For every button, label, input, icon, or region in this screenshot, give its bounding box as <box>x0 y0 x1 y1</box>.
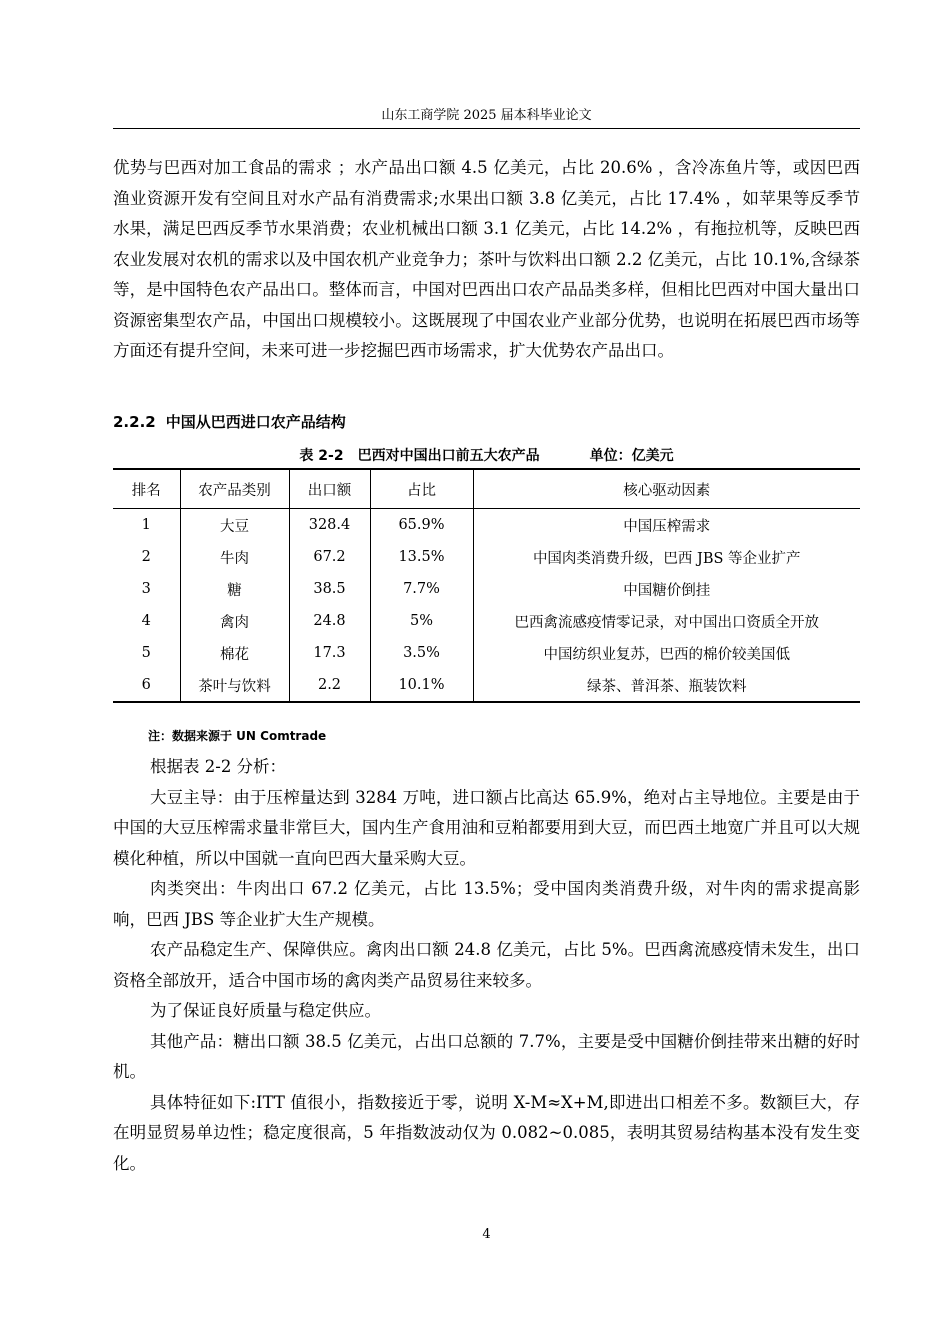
page-number: 4 <box>482 1227 491 1242</box>
analysis-beef: 肉类突出：牛肉出口 67.2 亿美元，占比 13.5%；受中国肉类消费升级，对牛肉的需求提高影响，巴西 JBS 等企业扩大生产规模。 <box>113 879 860 929</box>
cell-share: 3.5% <box>370 637 473 669</box>
analysis-poultry: 农产品稳定生产、保障供应。禽肉出口额 24.8 亿美元，占比 5%。巴西禽流感疫情未发生，出口资格全部放开，适合中国市场的禽肉类产品贸易往来较多。 <box>113 940 860 990</box>
cell-export-value: 38.5 <box>289 573 370 605</box>
table-caption-text: 表 2-2 巴西对中国出口前五大农产品 <box>299 448 540 464</box>
cell-driver: 中国糖价倒挂 <box>473 573 860 605</box>
cell-category: 禽肉 <box>180 605 289 637</box>
table-row <box>113 637 860 669</box>
cell-driver: 绿茶、普洱茶、瓶装饮料 <box>473 669 860 702</box>
table-row <box>113 605 860 637</box>
cell-rank: 5 <box>113 637 180 669</box>
cell-category: 茶叶与饮料 <box>180 669 289 702</box>
table-header-row <box>113 469 860 509</box>
analysis-itt: 具体特征如下:ITT 值很小，指数接近于零，说明 X-M≈X+M,即进出口相差不多。数额巨大，存在明显贸易单边性；稳定度很高，5 年指数波动仅为 0.082~0.085，表明其贸易结构基本没有发生变化。 <box>113 1092 860 1173</box>
header-rank: 排名 <box>113 469 180 509</box>
table-unit: 单位：亿美元 <box>589 448 674 464</box>
cell-rank: 1 <box>113 509 180 542</box>
cell-export-value: 24.8 <box>289 605 370 637</box>
cell-category: 糖 <box>180 573 289 605</box>
table-row <box>113 509 860 542</box>
cell-driver: 中国压榨需求 <box>473 509 860 542</box>
header-share: 占比 <box>370 469 473 509</box>
intro-paragraph: 优势与巴西对加工食品的需求 ；水产品出口额 4.5 亿美元，占比 20.6% ，含冷冻鱼片等，或因巴西渔业资源开发有空间且对水产品有消费需求;水果出口额 3.8 亿美元，占比 17.4% ，如苹果等反季节水果，满足巴西反季节水果消费；农业机械出口额 3.1 亿美元，占比 14.2% ，有拖拉机等，反映巴西农业发展对农机的需求以及中国农机产业竞争力；茶叶与饮料出口额 2.2 亿美元，占比 10.1%,含绿茶等，是中国特色农产品出口。整体而言，中国对巴西出口农产品品类多样，但相比巴西对中国大量出口资源密集型农产品，中国出口规模较小。这既展现了中国农业产业部分优势，也说明在拓展巴西市场等方面还有提升空间，未来可进一步挖掘巴西市场需求，扩大优势农产品出口。 <box>113 158 860 360</box>
cell-driver: 中国纺织业复苏，巴西的棉价较美国低 <box>473 637 860 669</box>
cell-export-value: 2.2 <box>289 669 370 702</box>
cell-export-value: 328.4 <box>289 509 370 542</box>
export-table <box>113 468 860 703</box>
cell-driver: 巴西禽流感疫情零记录，对中国出口资质全开放 <box>473 605 860 637</box>
table-caption <box>113 446 860 466</box>
cell-export-value: 17.3 <box>289 637 370 669</box>
cell-rank: 2 <box>113 541 180 573</box>
analysis-block <box>113 752 860 1179</box>
page-header: 山东工商学院 2025 届本科毕业论文 <box>381 108 592 123</box>
cell-share: 5% <box>370 605 473 637</box>
analysis-sugar: 其他产品：糖出口额 38.5 亿美元，占出口总额的 7.7%，主要是受中国糖价倒挂带来出糖的好时机。 <box>113 1031 860 1081</box>
table-note: 注：数据来源于 UN Comtrade <box>148 729 327 743</box>
cell-export-value: 67.2 <box>289 541 370 573</box>
analysis-quality: 为了保证良好质量与稳定供应。 <box>150 1001 381 1020</box>
table-row <box>113 541 860 573</box>
section-heading <box>113 411 346 433</box>
header-export-value: 出口额 <box>289 469 370 509</box>
header-driver: 核心驱动因素 <box>473 469 860 509</box>
table-row <box>113 573 860 605</box>
cell-rank: 6 <box>113 669 180 702</box>
analysis-intro: 根据表 2-2 分析： <box>150 757 287 776</box>
cell-driver: 中国肉类消费升级，巴西 JBS 等企业扩产 <box>473 541 860 573</box>
intro-block <box>113 153 860 367</box>
cell-category: 牛肉 <box>180 541 289 573</box>
section-number: 2.2.2 <box>113 413 156 431</box>
header-category: 农产品类别 <box>180 469 289 509</box>
header-divider <box>113 128 860 129</box>
cell-rank: 3 <box>113 573 180 605</box>
cell-rank: 4 <box>113 605 180 637</box>
cell-share: 65.9% <box>370 509 473 542</box>
table-row <box>113 669 860 702</box>
section-title: 中国从巴西进口农产品结构 <box>165 413 346 431</box>
cell-share: 13.5% <box>370 541 473 573</box>
cell-category: 棉花 <box>180 637 289 669</box>
cell-share: 7.7% <box>370 573 473 605</box>
cell-share: 10.1% <box>370 669 473 702</box>
cell-category: 大豆 <box>180 509 289 542</box>
analysis-soybean: 大豆主导：由于压榨量达到 3284 万吨，进口额占比高达 65.9%，绝对占主导地位。主要是由于中国的大豆压榨需求量非常巨大，国内生产食用油和豆粕都要用到大豆，而巴西土地宽广并且可以大规模化种植，所以中国就一直向巴西大量采购大豆。 <box>113 787 860 868</box>
